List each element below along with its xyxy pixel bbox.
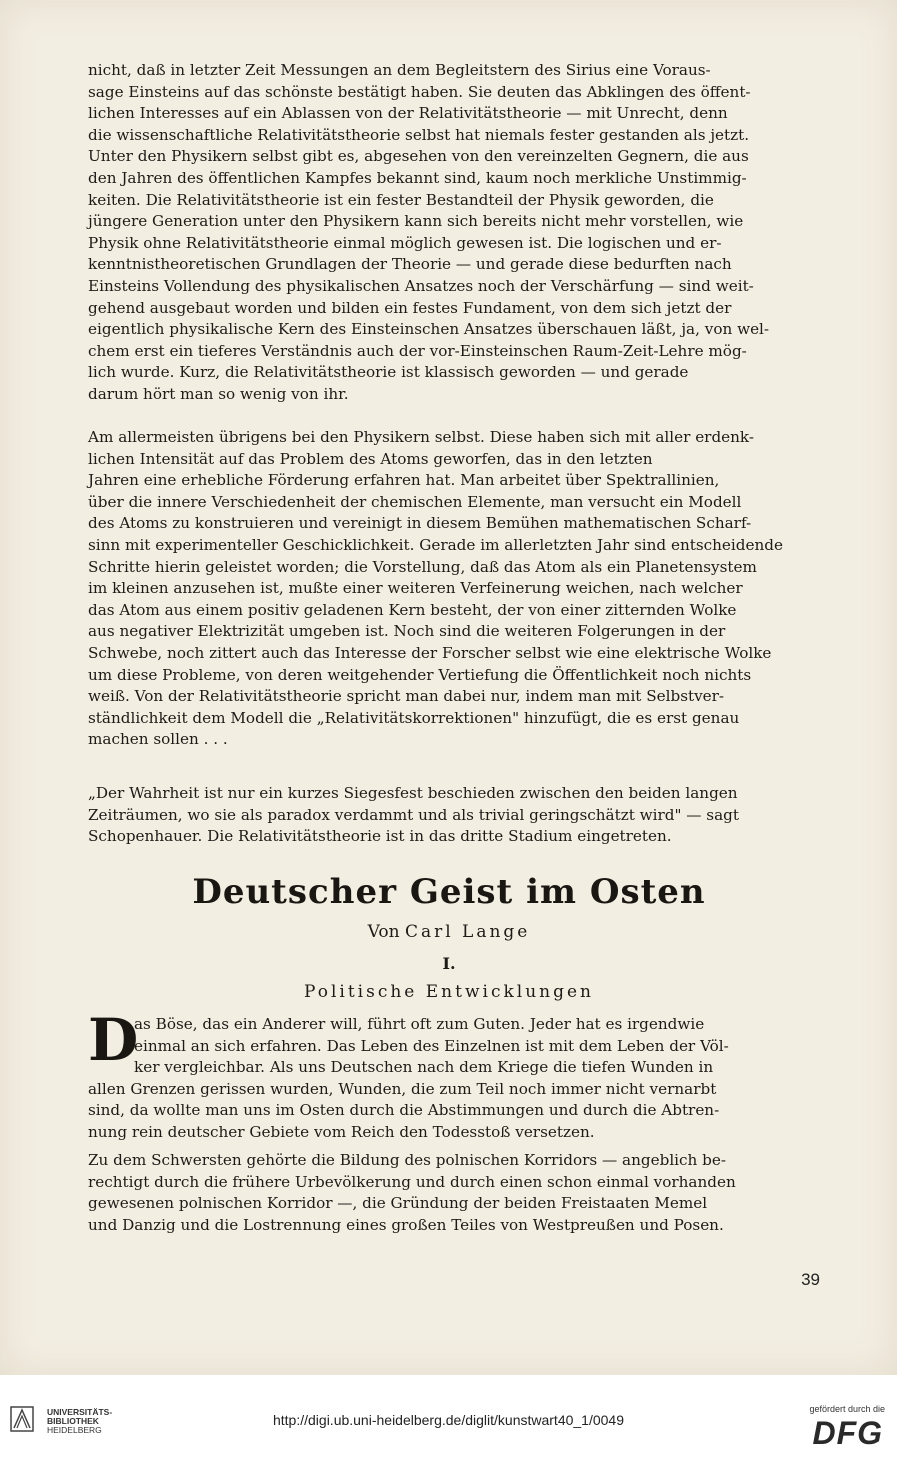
section-title: Politische Entwicklungen xyxy=(303,982,594,1002)
text-line: jüngere Generation unter den Physikern kann sich bereits nicht mehr vorstellen, wie xyxy=(88,212,744,231)
paragraph-polish-corridor xyxy=(88,1150,810,1236)
page-number: 39 xyxy=(801,1270,820,1289)
text-line: machen sollen . . . xyxy=(88,730,228,749)
text-line: sind, da wollte man uns im Osten durch die Abstimmungen und durch die Abtren- xyxy=(88,1101,720,1120)
text-line: die wissenschaftliche Relativitätstheorie selbst hat niemals fester gestanden als jetzt. xyxy=(88,125,750,144)
text-line: nicht, daß in letzter Zeit Messungen an dem Begleitstern des Sirius eine Voraus- xyxy=(88,61,711,79)
library-line: UNIVERSITÄTS- xyxy=(47,1407,113,1417)
text-line: im kleinen anzusehen ist, mußte einer weiteren Verfeinerung weichen, nach welcher xyxy=(88,579,743,598)
text-line: Einsteins Vollendung des physikalischen Ansatzes noch der Verschärfung — sind weit- xyxy=(88,276,754,295)
text-line: nung rein deutscher Gebiete vom Reich den Todesstoß versetzen. xyxy=(88,1122,595,1141)
text-line: das Atom aus einem positiv geladenen Kern besteht, der von einer zitternden Wolke xyxy=(88,600,737,619)
paragraph-relativity-classic xyxy=(88,60,810,406)
text-line: rechtigt durch die frühere Urbevölkerung und durch einen schon einmal vorhanden xyxy=(88,1172,736,1191)
paragraph-article-opening xyxy=(88,1006,810,1144)
text-line: über die innere Verschiedenheit der chemischen Elemente, man versucht ein Modell xyxy=(88,492,742,511)
text-line: lichen Intensität auf das Problem des Atoms geworfen, das in den letzten xyxy=(88,449,653,468)
text-line: keiten. Die Relativitätstheorie ist ein fester Bestandteil der Physik geworden, die xyxy=(88,190,714,209)
drop-cap: D xyxy=(88,1006,139,1074)
section-number: I. xyxy=(442,954,456,973)
text-line: Zu dem Schwersten gehörte die Bildung des polnischen Korridors — angeblich be- xyxy=(88,1151,726,1169)
source-url[interactable]: http://digi.ub.uni-heidelberg.de/diglit/kunstwart40_1/0049 xyxy=(272,1412,625,1428)
article-title: Deutscher Geist im Osten xyxy=(192,872,706,912)
text-line: kenntnistheoretischen Grundlagen der Theorie — und gerade diese bedurften nach xyxy=(88,255,732,274)
text-line: chem erst ein tieferes Verständnis auch der vor-Einsteinschen Raum-Zeit-Lehre mög- xyxy=(88,341,747,360)
text-line: des Atoms zu konstruieren und vereinigt in diesem Bemühen mathematischen Scharf- xyxy=(88,514,752,533)
text-line: allen Grenzen gerissen wurden, Wunden, die zum Teil noch immer nicht vernarbt xyxy=(88,1079,717,1098)
text-line: ständlichkeit dem Modell die „Relativitätskorrektionen" hinzufügt, die es erst genau xyxy=(88,708,740,727)
digitization-footer xyxy=(0,1375,897,1460)
author-name: Carl Lange xyxy=(404,922,531,942)
text-line: gewesenen polnischen Korridor —, die Gründung der beiden Freistaaten Memel xyxy=(88,1194,708,1213)
text-line: und Danzig und die Lostrennung eines großen Teiles von Westpreußen und Posen. xyxy=(88,1215,724,1234)
text-line: den Jahren des öffentlichen Kampfes bekannt sind, kaum noch merkliche Unstimmig- xyxy=(88,168,747,187)
text-line: Zeiträumen, wo sie als paradox verdammt und als trivial geringschätzt wird" — sagt xyxy=(88,805,739,824)
text-line: Schopenhauer. Die Relativitätstheorie ist in das dritte Stadium eingetreten. xyxy=(88,827,672,846)
text-line: Jahren eine erhebliche Förderung erfahren hat. Man arbeitet über Spektrallinien, xyxy=(88,471,720,490)
library-line: BIBLIOTHEK xyxy=(47,1416,99,1426)
text-line: Schritte hierin geleistet worden; die Vorstellung, daß das Atom als ein Planetensystem xyxy=(88,557,757,576)
paragraph-schopenhauer-quote xyxy=(88,783,810,848)
text-line: um diese Probleme, von deren weitgehender Vertiefung die Öffentlichkeit noch nichts xyxy=(88,665,752,684)
library-line: HEIDELBERG xyxy=(47,1425,102,1435)
text-line: Am allermeisten übrigens bei den Physikern selbst. Diese haben sich mit aller erdenk- xyxy=(88,428,755,446)
text-line: gehend ausgebaut worden und bilden ein festes Fundament, von dem sich jetzt der xyxy=(88,298,732,317)
funded-by-label: gefördert durch die xyxy=(809,1404,885,1414)
byline xyxy=(88,922,810,942)
text-line: as Böse, das ein Anderer will, führt oft zum Guten. Jeder hat es irgendwie xyxy=(134,1015,705,1033)
text-line: Physik ohne Relativitätstheorie einmal möglich gewesen ist. Die logischen und er- xyxy=(88,233,722,252)
text-line: eigentlich physikalische Kern des Einsteinschen Ansatzes überschauen läßt, ja, von wel- xyxy=(88,320,770,339)
dfg-logo: DFG xyxy=(812,1415,883,1451)
text-line: lich wurde. Kurz, die Relativitätstheorie ist klassisch geworden — und gerade xyxy=(88,363,689,382)
text-line: darum hört man so wenig von ihr. xyxy=(88,384,349,403)
text-line: aus negativer Elektrizität umgeben ist. Noch sind die weiteren Folgerungen in der xyxy=(88,622,726,641)
text-line: sinn mit experimenteller Geschicklichkeit. Gerade im allerletzten Jahr sind entscheidende xyxy=(88,535,783,554)
text-line: Unter den Physikern selbst gibt es, abgesehen von den vereinzelten Gegnern, die aus xyxy=(88,147,749,166)
text-line: „Der Wahrheit ist nur ein kurzes Siegesfest beschieden zwischen den beiden langen xyxy=(88,784,738,802)
byline-prefix: Von xyxy=(367,922,400,942)
text-line: einmal an sich erfahren. Das Leben des Einzelnen ist mit dem Leben der Völ- xyxy=(134,1036,729,1055)
text-line: sage Einsteins auf das schönste bestätigt haben. Sie deuten das Abklingen des öffent- xyxy=(88,82,751,101)
text-line: lichen Interesses auf ein Ablassen von der Relativitätstheorie — mit Unrecht, denn xyxy=(88,104,728,123)
text-line: Schwebe, noch zittert auch das Interesse der Forscher selbst wie eine elektrische Wolke xyxy=(88,643,772,662)
text-line: weiß. Von der Relativitätstheorie spricht man dabei nur, indem man mit Selbstver- xyxy=(88,687,725,706)
text-line: ker vergleichbar. Als uns Deutschen nach dem Kriege die tiefen Wunden in xyxy=(134,1058,714,1077)
paragraph-atom-problem xyxy=(88,427,810,751)
